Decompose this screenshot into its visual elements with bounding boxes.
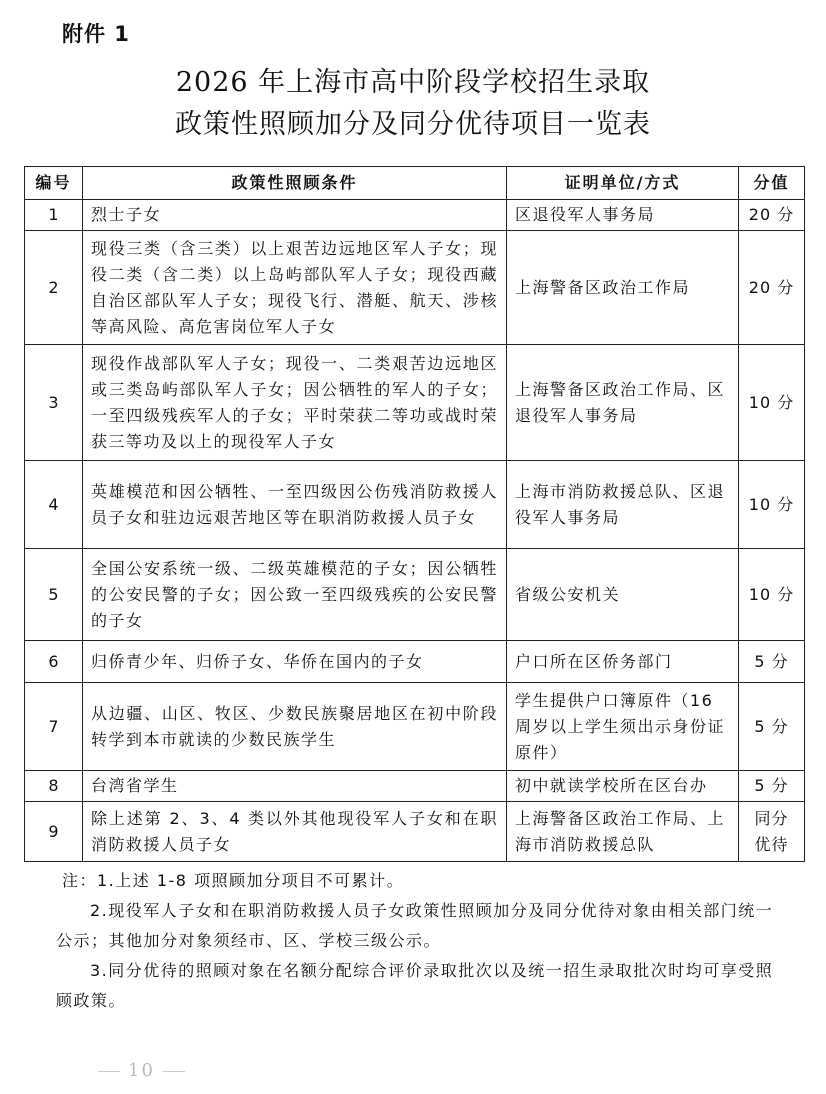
- row-score: 5 分: [739, 771, 805, 802]
- row-proof-unit: 省级公安机关: [507, 549, 739, 641]
- row-condition: 英雄模范和因公牺牲、一至四级因公伤残消防救援人员子女和驻边远艰苦地区等在职消防救援人员子女: [83, 461, 507, 549]
- row-condition: 现役作战部队军人子女；现役一、二类艰苦边远地区或三类岛屿部队军人子女；因公牺牲的军人的子女；一至四级残疾军人的子女；平时荣获二等功或战时荣获三等功及以上的现役军人子女: [83, 345, 507, 461]
- header-score: 分值: [739, 167, 805, 200]
- page-number: [90, 1060, 193, 1081]
- header-condition: 政策性照顾条件: [83, 167, 507, 200]
- row-condition: 除上述第 2、3、4 类以外其他现役军人子女和在职消防救援人员子女: [83, 802, 507, 862]
- row-condition: 归侨青少年、归侨子女、华侨在国内的子女: [83, 641, 507, 683]
- table-row: [25, 771, 805, 802]
- row-score: 5 分: [739, 683, 805, 771]
- row-number: 6: [25, 641, 83, 683]
- row-condition: 台湾省学生: [83, 771, 507, 802]
- row-proof-unit: 初中就读学校所在区台办: [507, 771, 739, 802]
- row-proof-unit: 上海警备区政治工作局、上海市消防救援总队: [507, 802, 739, 862]
- note-item: 注：1.上述 1-8 项照顾加分项目不可累计。: [62, 871, 405, 890]
- row-number: 5: [25, 549, 83, 641]
- row-condition: 现役三类（含三类）以上艰苦边远地区军人子女；现役二类（含二类）以上岛屿部队军人子女；现役西藏自治区部队军人子女；现役飞行、潜艇、航天、涉核等高风险、高危害岗位军人子女: [83, 231, 507, 345]
- row-proof-unit: 学生提供户口簿原件（16 周岁以上学生须出示身份证原件）: [507, 683, 739, 771]
- row-score: 10 分: [739, 345, 805, 461]
- header-proof-unit: 证明单位/方式: [507, 167, 739, 200]
- row-condition: 从边疆、山区、牧区、少数民族聚居地区在初中阶段转学到本市就读的少数民族学生: [83, 683, 507, 771]
- row-number: 9: [25, 802, 83, 862]
- row-number: 3: [25, 345, 83, 461]
- row-number: 1: [25, 200, 83, 231]
- row-proof-unit: 区退役军人事务局: [507, 200, 739, 231]
- row-score: 10 分: [739, 461, 805, 549]
- table-header-row: [25, 167, 805, 200]
- row-score: 20 分: [739, 231, 805, 345]
- row-number: 8: [25, 771, 83, 802]
- document-title-line1: 2026 年上海市高中阶段学校招生录取: [175, 67, 651, 98]
- page-number-dash-right: [163, 1071, 185, 1072]
- row-proof-unit: 上海市消防救援总队、区退役军人事务局: [507, 461, 739, 549]
- note-item: 2.现役军人子女和在职消防救援人员子女政策性照顾加分及同分优待对象由相关部门统一公示；其他加分对象须经市、区、学校三级公示。: [56, 901, 774, 950]
- row-proof-unit: 上海警备区政治工作局、区退役军人事务局: [507, 345, 739, 461]
- row-number: 2: [25, 231, 83, 345]
- table-row: [25, 641, 805, 683]
- policy-table: [24, 166, 805, 862]
- row-condition: 烈士子女: [83, 200, 507, 231]
- notes-section: [56, 866, 782, 1016]
- page-number-value: 10: [128, 1060, 155, 1081]
- row-number: 7: [25, 683, 83, 771]
- header-number: 编号: [25, 167, 83, 200]
- document-title-line2: 政策性照顾加分及同分优待项目一览表: [175, 109, 651, 140]
- row-proof-unit: 户口所在区侨务部门: [507, 641, 739, 683]
- table-row: [25, 345, 805, 461]
- table-row: [25, 802, 805, 862]
- row-condition: 全国公安系统一级、二级英雄模范的子女；因公牺牲的公安民警的子女；因公致一至四级残疾的公安民警的子女: [83, 549, 507, 641]
- note-item: 3.同分优待的照顾对象在名额分配综合评价录取批次以及统一招生录取批次时均可享受照顾政策。: [56, 961, 774, 1010]
- table-row: [25, 461, 805, 549]
- row-score: 同分优待: [739, 802, 805, 862]
- table-row: [25, 683, 805, 771]
- table-row: [25, 231, 805, 345]
- row-score: 10 分: [739, 549, 805, 641]
- row-proof-unit: 上海警备区政治工作局: [507, 231, 739, 345]
- row-score: 20 分: [739, 200, 805, 231]
- attachment-label: 附件 1: [62, 22, 130, 46]
- row-number: 4: [25, 461, 83, 549]
- table-row: [25, 549, 805, 641]
- table-row: [25, 200, 805, 231]
- page-number-dash-left: [98, 1071, 120, 1072]
- row-score: 5 分: [739, 641, 805, 683]
